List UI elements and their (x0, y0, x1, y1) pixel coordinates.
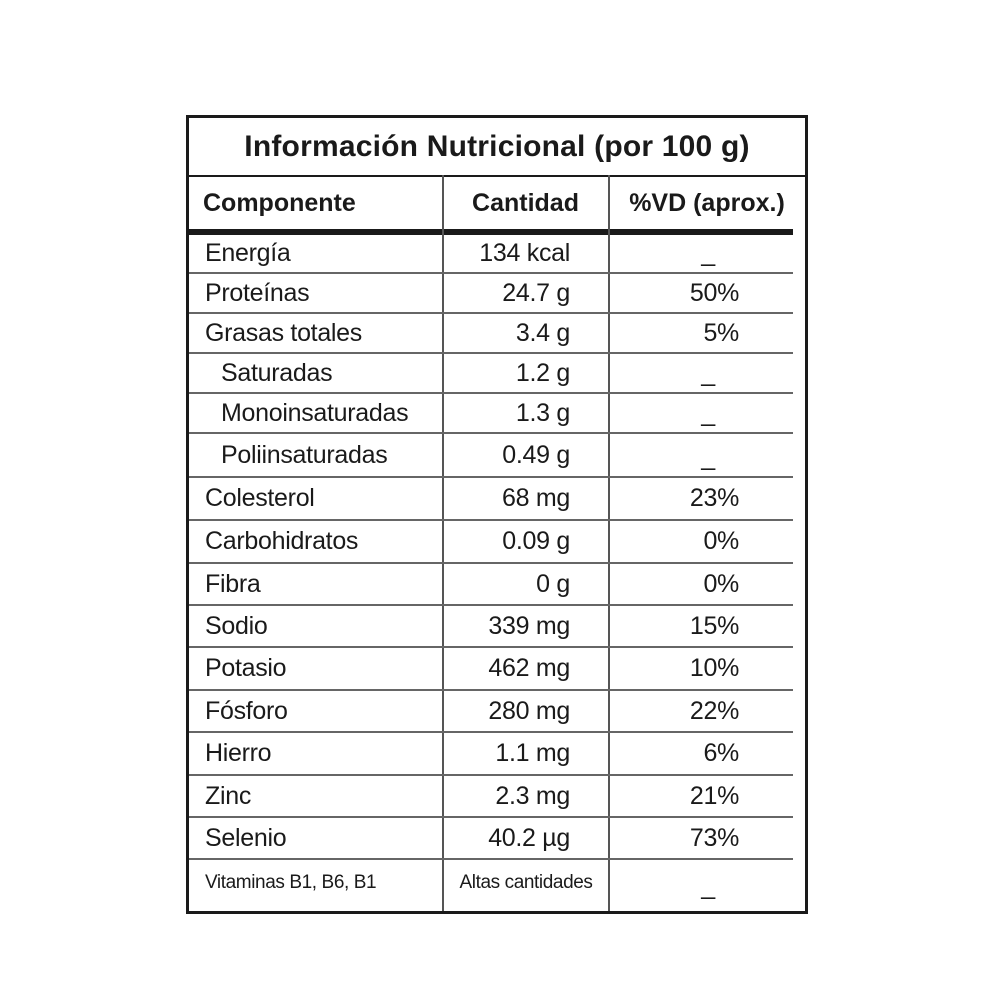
nutrition-facts-panel (186, 115, 808, 914)
table-row (189, 776, 793, 818)
table-row (189, 434, 793, 478)
nutrient-quantity: 1.3 g (515, 398, 570, 427)
table-row (189, 648, 793, 691)
table-row (189, 606, 793, 648)
table-row (189, 521, 793, 564)
table-row (189, 354, 793, 394)
nutrient-daily-value: 6% (703, 739, 739, 767)
nutrient-quantity: 462 mg (488, 654, 570, 682)
nutrient-name: Poliinsaturadas (221, 440, 388, 469)
nutrient-name: Proteínas (205, 278, 310, 307)
nutrient-quantity: 0.49 g (502, 440, 570, 469)
nutrient-quantity: 1.2 g (515, 358, 570, 387)
table-row (189, 235, 793, 274)
nutrient-quantity: Altas cantidades (459, 871, 593, 893)
nutrient-daily-value: _ (701, 399, 715, 427)
nutrient-name: Monoinsaturadas (221, 398, 409, 427)
nutrient-quantity: 1.1 mg (495, 739, 570, 767)
nutrient-quantity: 68 mg (502, 484, 570, 512)
table-row (189, 274, 793, 314)
nutrient-daily-value: 73% (689, 823, 739, 852)
nutrient-quantity: 2.3 mg (495, 781, 570, 810)
nutrient-daily-value: 50% (689, 278, 739, 307)
nutrient-daily-value: _ (701, 443, 715, 471)
nutrient-quantity: 0 g (536, 569, 570, 598)
nutrient-daily-value: 23% (689, 484, 739, 512)
nutrient-daily-value: 22% (689, 696, 739, 725)
table-row (189, 818, 793, 860)
table-title: Información Nutricional (por 100 g) (244, 130, 750, 163)
nutrient-daily-value: 5% (703, 318, 739, 347)
nutrient-quantity: 24.7 g (502, 278, 570, 307)
nutrient-daily-value: 10% (689, 654, 739, 682)
nutrient-name: Fibra (205, 569, 261, 598)
nutrient-quantity: 0.09 g (502, 527, 570, 555)
nutrient-name: Energía (205, 239, 291, 267)
table-row (189, 478, 793, 521)
nutrient-name: Colesterol (205, 484, 315, 512)
nutrient-name: Grasas totales (205, 318, 362, 347)
nutrient-name: Hierro (205, 739, 272, 767)
nutrient-daily-value: 0% (703, 569, 739, 598)
table-row (189, 733, 793, 776)
nutrient-name: Fósforo (205, 696, 288, 725)
nutrient-name: Potasio (205, 654, 287, 682)
table-row (189, 314, 793, 354)
nutrient-quantity: 134 kcal (479, 239, 570, 267)
nutrient-daily-value: _ (701, 239, 715, 267)
header-component: Componente (203, 188, 356, 217)
nutrient-name: Selenio (205, 823, 287, 852)
table-row (189, 691, 793, 733)
table-row (189, 394, 793, 434)
nutrient-name: Sodio (205, 611, 268, 640)
nutrient-daily-value: _ (701, 359, 715, 387)
nutrient-daily-value: 0% (703, 527, 739, 555)
header-quantity: Cantidad (472, 188, 579, 217)
nutrient-quantity: 339 mg (488, 611, 570, 640)
header-daily-value: %VD (aprox.) (629, 188, 785, 217)
table-row (189, 564, 793, 606)
nutrient-name: Carbohidratos (205, 527, 359, 555)
nutrient-quantity: 3.4 g (515, 318, 570, 347)
nutrient-daily-value: 21% (689, 781, 739, 810)
nutrient-quantity: 40.2 µg (488, 823, 570, 852)
nutrient-name: Zinc (205, 781, 252, 810)
nutrient-daily-value: 15% (689, 611, 739, 640)
nutrient-name: Saturadas (221, 358, 333, 387)
nutrient-rows (189, 235, 805, 905)
table-row (189, 860, 793, 905)
nutrient-quantity: 280 mg (488, 696, 570, 725)
nutrient-name: Vitaminas B1, B6, B1 (205, 871, 377, 893)
nutrient-daily-value: _ (701, 872, 715, 900)
